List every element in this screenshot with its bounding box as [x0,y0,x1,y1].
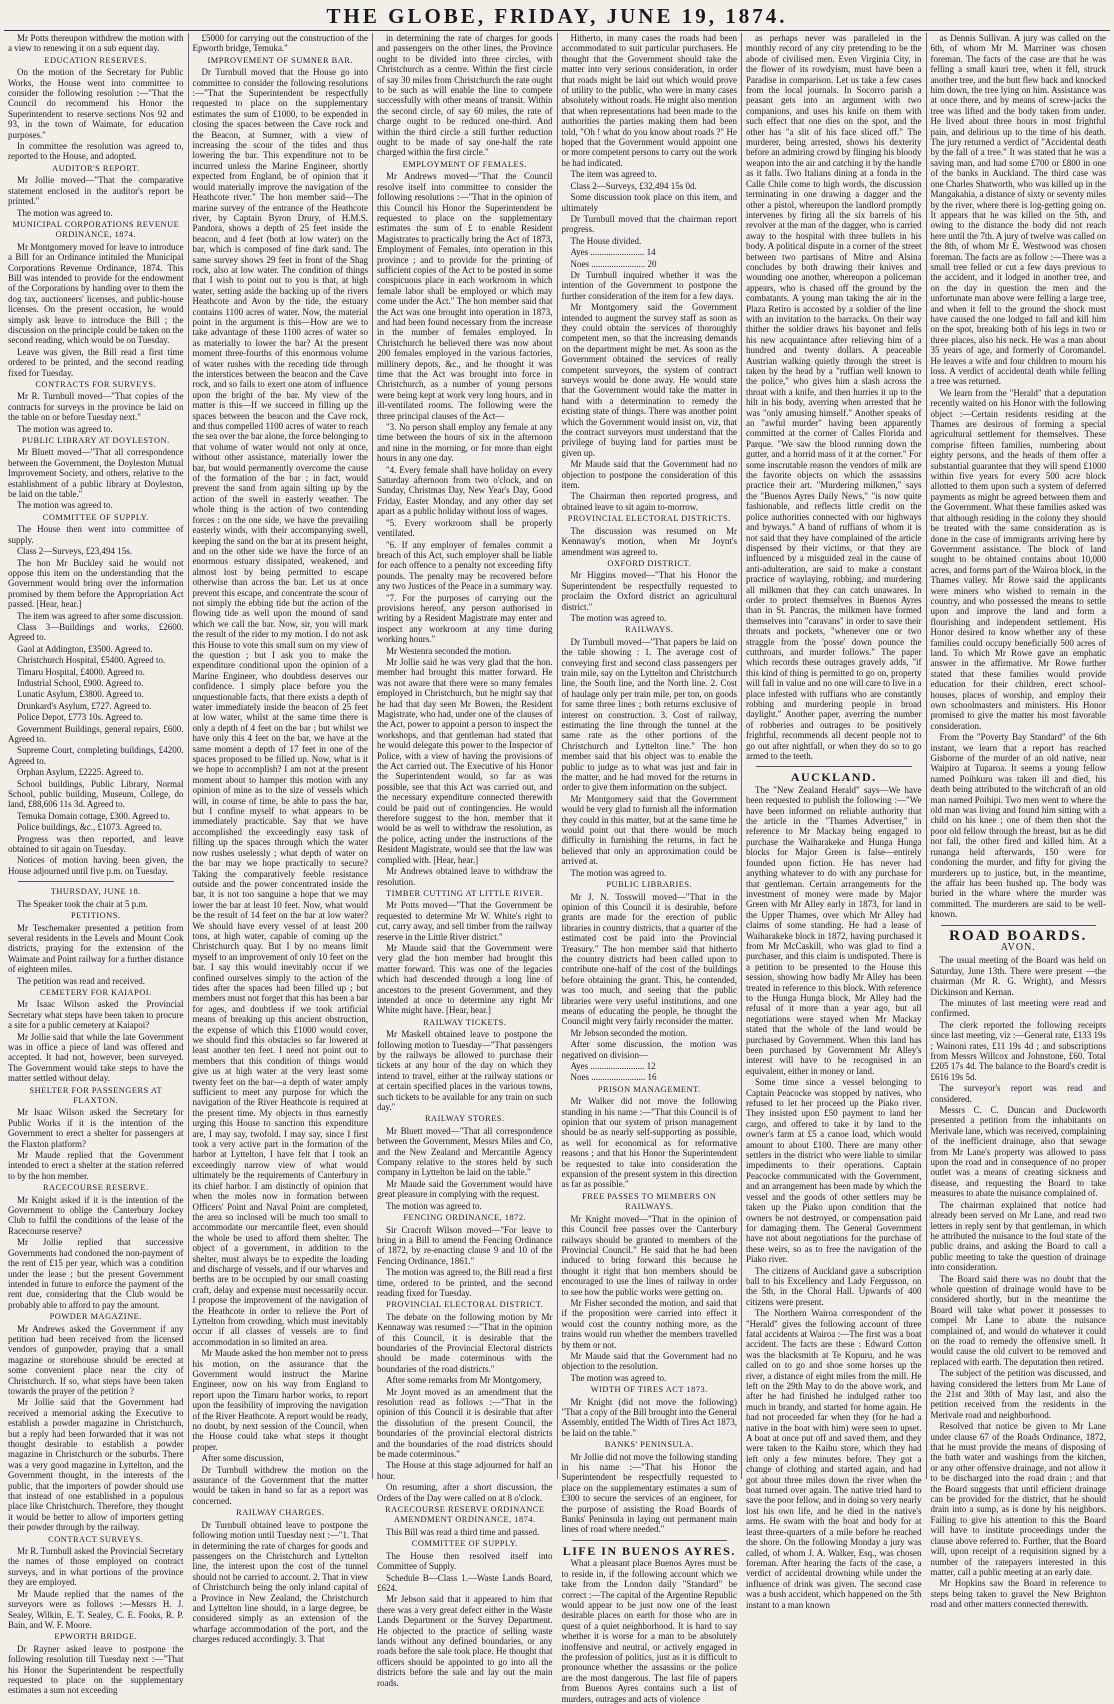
paragraph: Mr Maude asked the hon member not to press his motion, on the assurance that the Government would instruct the Marine Engineer, now on his way from England to report upon the Timaru harbor works, to report upon the feasibility of improving the navigation of the River Heathcote. A report would be ready, no doubt, by next session of the Council, when the House could take what steps it thought proper. [192,1348,368,1452]
section-heading: PUBLIC LIBRARY AT DOYLESTON. [21,436,170,446]
paragraph: Mr Joynt moved as an amendment that the resolution read as follows :—"That in the opinion of this Council it is desirable that after the dissolution of the present Council, the boundaries of the provincial electoral districts and the boundaries of the road districts should be made coterminous." [377,1386,553,1460]
paragraph: Mr Andrews moved—"That the Council resolve itself into committee to consider the following resolutions :—"That in the opinion of this Council his Honor the Superintendent be requested to place on the supplementary estimates the sum of £ to enable Resident Magistrates to practically bring the Act of 1873, Employment of Females, into operation in this province ; and to provide for the printing of sufficient copies of the Act to be posted in some conspicuous place in each workroom in which female labor shall be employed or which may come under the Act." The hon member said that the Act was one brought into operation in 1873, and had been found necessary from the increase in the number of females employed. In Christchurch he believed there was now about 200 females employed in the various factories, millinery depots, &c., and he thought it was time that the Act was brought into force in Christchurch, as a number of young persons were being kept at work very long hours, and in ill-ventilated rooms. The following were the three principal clauses of the Act— [377,171,553,421]
paragraph: Mr Westenra seconded the motion. [386,645,512,656]
paragraph: The Chairman then reported progress, and obtained leave to sit again to-morrow. [561,491,737,512]
paragraph: Mr Montgomery moved for leave to introduce a Bill for an Ordinance intituled the Municipal Corporations Revenue Ordinance, 1874. This Bill was intended to provide for the endowment of the Corporations by handing over to them the dog tax, auctioneers' licenses, and public-house licenses. On the present occasion, he would simply ask leave to introduce the Bill ; the discussion on the principle could be taken on the second reading, which would be on Tuesday. [8,241,184,346]
paragraph: Mr Knight (did not move the following) "That a copy of the Bill brought into the General Assembly, entitled The Width of Tires Act 1873, be laid on the table." [561,1396,737,1438]
column-rule [756,766,912,767]
paragraph: "6. If any employer of females commit a breach of this Act, such employer shall be liable for each offence to a penalty not exceeding fifty pounds. The penalty may be recovered before any two Justices of the Peace in a summary way. [377,539,553,592]
paragraph: This Bill was read a third time and passed. [386,1526,540,1537]
section-heading: TIMBER CUTTING AT LITTLE RIVER. [386,888,544,898]
paragraph: Mr Maude replied that the names of the surveyors were as follows :—Messrs H. J. Sealey, Wilkin, E. T. Sealey, C. E. Fooks, R. P. Bain, and W. F. Moore. [8,1588,184,1630]
paragraph: The surveyor's report was read and considered. [930,1083,1106,1104]
paragraph: as Dennis Sullivan. A jury was called on the 6th, of whom Mr M. Marriner was chosen foreman. The facts of the case are that he was felling a small kauri tree, when it fell, struck another tree, and the butt flew back and knocked him down, the tree lying on him. Assistance was at once there, and by means of screw-jacks the tree was lifted and the body taken from under. He lived about three hours in most frightful pain, and delirious up to the time of his death. The jury returned a verdict of "Accidental death by the fall of a tree." It was stated that he was a saving man, and had some £700 or £800 in one of the banks in Auckland. The third case was one Charles Shatworth, who was killed up in the Mangakahia, a distance of sixty or seventy miles by the river, where there is log-getting going on. It appears that he was killed on the 5th, and owing to the distance the body did not reach here until the 7th. A jury of twelve was called on the 8th, of whom Mr E. Westwood was chosen foreman. The facts are as follow :—There was a small tree felled or cut a few days previous to the accident, and it lodged in another tree, and on the day in question the men and the unfortunate man above were felling a large tree, and when it fell to the ground the shock must have caused the one lodged to fall and kill him on the spot, breaking both of his legs in two or three places, also his neck. He was a man about 35 years of age, and formerly of Coromandel. He leaves a wife and four children to mourn his loss. A verdict of accidental death while felling a tree was returned. [930,33,1106,387]
paragraph: Class 3—Buildings and works, £2600. Agreed to. [8,621,184,643]
paragraph: The subject of the petition was discussed, and having considered the letters from Mr Lane of the 21st and 30th of May last, and also the petition received from the residents in the Merivale road and neighborhood. [930,1368,1106,1420]
paragraph: Mr Potts moved—"That the Government be requested to determine Mr W. White's right to cut, carry away, and sell timber from the railway reserve in the Little River district." [377,900,553,942]
paragraph: The Board said there was no doubt that the whole question of drainage would have to be considered shortly, but in the meantime the Board will take what power it possesses to compel Mr Lane to abate the nuisance complained of, and would do whatever it could on the road to remedy the offensive smell. It would cause the old culvert to be removed and replaced with earth. The deputation then retired. [930,1273,1106,1367]
column-6 [927,33,1111,1610]
paragraph: The House divided. [570,235,642,246]
paragraph: The usual meeting of the Board was held on Saturday, June 13th. There were present —the chairman (Mr R. G. Wright), and Messrs Dickinson and Kernan. [930,955,1106,997]
paragraph: Mr Potts thereupon withdrew the motion with a view to renewing it on a sub equent day. [8,33,184,54]
paragraph: Christchurch Hospital, £5400. Agreed to. [17,655,166,666]
paragraph: The Northern Wairoa correspondent of the "Herald" gives the following account of three fatal accidents at Wairoa :—The first was a boat accident. The facts are these : Edward Cotton was the blacksmith at Te Kopuru, and he was called on to go and shoe some horses up the river, a distance of eight miles from the mill. He left on the 29th May to do the above work, and after he had finished he indulged rather too much in brandy, and started for home again. He had not proceeded far when they (for he had a native in the boat with him) were seen to upset. A boat at once put off and saved them, and they were taken to the Kaihu store, which they had left only a few minutes before. They got a change of clothing and started again, and had got about three miles down the river when the boat turned over again. The native tried hard to save the poor fellow, and in doing so very nearly lost his own life, and he died in the native's arms. He swam with the boat and body for at least three-quarters of a mile before he reached the shore. On the following Monday a jury was called, of whom J. A. Walker, Esq., was chosen foreman. After hearing the facts of the case, a verdict of accidental drowning while under the influence of drink was given. The second case was a bush accident, which happened on the 5th instant to a man known [746,1308,922,1610]
paragraph: The House at this stage adjourned for half an hour. [377,1460,553,1481]
paragraph: Temuka Domain cottage, £300. Agreed to. [17,810,170,821]
paragraph: in determining the rate of charges for goods and passengers on the other lines, the Province ought to be divided into three circles, with Christchurch as a centre. Within the first circle of say 30 miles from Christchurch the rate ought to be such as will enable the line to compete successfully with other means of transit. Within the second circle, of say 60 miles, the rate of charge ought to be reduced one-third. And within the third circle a still further reduction ought to be made of say one-half the rate charged within the first circle." [377,33,553,158]
paragraph: £5000 for carrying out the construction of the Epworth bridge, Temuka." [192,33,368,54]
paragraph: Mr Bluett moved—"That all correspondence between the Government, the Doyleston Mutual Improvement Society, and others, relative to the establishment of a public library at Doyleston, be laid on the table." [8,447,184,500]
paragraph: Mr Knight asked if it is the intention of the Government to oblige the Canterbury Jockey Club to fulfil the conditions of the lease of the Racecourse reserve? [8,1194,184,1236]
paragraph: Mr J. N. Tosswill moved—"That in the opinion of this Council it is desirable, before grants are made for the erection of public libraries in country districts, that a quarter of the estimated cost be paid into the Provincial Treasury." The hon member said that hitherto the country districts had been called upon to contribute one-half of the cost of the buildings before obtaining the grant. This, he contended, was too much, and seeing that the public libraries were very useful institutions, and one means of educating the people, he thought the Council might very fairly reconsider the matter. [561,891,737,1027]
masthead [0,0,1114,30]
paragraph: Mr R. Turnbull moved—"That copies of the contracts for surveys in the province be laid on the table on or before Tuesday next." [8,391,184,423]
paragraph: Mr Bluett moved—"That all correspondence between the Government, Messrs Miles and Co, and the New Zealand and Mercantile Agency Company relative to the stores held by such company in Lyttelton be laid on the table." [377,1125,553,1178]
paragraph: In committee the resolution was agreed to, reported to the House, and adopted. [8,141,184,162]
paragraph: Mr Maude said that the Government were very glad the hon member had brought this matter forward. This was one of the legacies which had descended through a long line of ancestors to the present Government, and they intended at once to determine any right Mr White might have. [Hear, hear.] [377,942,553,1016]
section-heading: PROVINCIAL ELECTORAL DISTRICTS. [567,514,731,524]
paragraph: Mr Maude replied that the Government intended to erect a shelter at the station referred to by the hon member. [8,1150,184,1181]
paragraph: Some discussion took place on this item, and ultimately [561,192,737,213]
paragraph: Mr Maude said that the Government had no objection to postpone the consideration of this item. [561,459,737,491]
section-heading: RACECOURSE RESERVE. [42,1183,149,1193]
paragraph: Orphan Asylum, £2225. Agreed to. [17,767,144,778]
paragraph: Schedule B—Class 1.—Waste Lands Board, £624. [377,1572,553,1593]
paragraph: Timaru Hospital, £4000. Agreed to. [17,666,145,677]
paragraph: Mr Montgomery said the Government intended to augment the survey staff as soon as they could obtain the services of thoroughly competent men, so that the increasing demands on the department might be met. As soon as the Government obtained the services of really competent surveyors, the system of contract surveys would be done away. He would state that the Government would take the matter in hand with a determination to remedy the existing state of things. There was another point which the Government would insist on, viz, that the contract surveyors must understand that the privilege of buying land for parties must be given up. [561,302,737,458]
paragraph: Mr R. Turnbull asked the Provincial Secretary the names of those employed on contract surveys, and in what portions of the province they are employed. [8,1546,184,1588]
paragraph: The citizens of Auckland gave a subscription ball to his Excellency and Lady Fergusson, on the 5th, in the Choral Hall. Upwards of 400 citizens were present. [746,1265,922,1307]
paragraph: From the "Poverty Bay Standard" of the 6th instant, we learn that a report has reached Gisborne of the murder of an old native, near Waipiro at Tuparoa. It seems a young fellow named Poihkuru was taken ill and died, his death being attributed to the witchcraft of an old man named Poihipi. Two men went to where the old man was living and found him sitting with a child on his knee ; one of them then shot the poor old fellow through the breast, but as he did not fall, the other fired and killed him. At a runanga held afterwards, 150 were for condoning the murder, and fifty for giving the murderers up to justice, but, in the meantime, the affair has been hushed up. The body was buried in the whare where the murder was committed. The murderers are said to be well-known. [930,732,1106,920]
section-heading: AUDITOR'S REPORT. [52,163,140,173]
paragraph: After some discussion, [201,1453,284,1464]
paragraph: Mr Maude said the Government would have great pleasure in complying with the request. [377,1178,553,1200]
paragraph: The motion was agreed to, the Bill read a first time, ordered to be printed, and the second reading fixed for Tuesday. [377,1267,553,1298]
paragraph: Ayes ........................ 12 [570,1061,656,1071]
paragraph: The "New Zealand Herald" says—We have been requested to publish the following :—"We have been informed on reliable authority that the article in the "Thames Advertiser," in reference to Mr Mackay being engaged to purchase the Waiharakeke and Hunga Hunga blocks for Major Green is false—entirely founded upon fiction. He has never had anything whatever to do with any purchase for that gentleman. Certain arrangements for the investment of money were made by Major Green with Mr Alley early in 1873, for land in the Upper Thames, over which Mr Alley had claims of some standing. He had a lease of Waiharakeke block in 1872, having purchased it from Mr McCaskill, who was glad to find a purchaser, and this claim is undisputed. There is a petition to be presented to the House this session, showing how badly Mr Alley has been treated in reference to this block. With reference to the Hunga Hunga block, Mr Alley had the refusal of it more than a year ago, but all negotiations were stayed when Mr Mackay stated that the whole of the land would be purchased by Government. When this land has been purchased by Government Mr Alley's interest will have to be recognised in an equivalent, either in money or land. [746,784,922,1076]
paragraph: "4. Every female shall have holiday on every Saturday afternoon from two o'clock, and on Sunday, Christmas Day, New Year's Day, Good Friday, Easter Monday, and any other day set apart as a public holiday without loss of wages. [377,464,553,517]
column-rule [941,925,1097,926]
section-heading: BANKS' PENINSULA. [604,1440,694,1450]
section-heading: PUBLIC LIBRARIES. [606,880,693,890]
paragraph: Dr Turnbull moved—"That papers be laid on the table showing : 1. The average cost of conveying first and second class passengers per train mile, say on the Lyttelton and Christchurch line, the South line, and the North line. 2. Cost of haulage only per train mile, per ton, on goods for same three lines ; both returns exclusive of interest on construction. 3. Cost of railway, estimating the line through the tunnel at the same rate as the other portions of the Christchurch and Lyttelton line." The hon member said that his object was to enable the public to judge as to what was just and fair in the matter, and he had moved for the returns in order to give them information on the subject. [561,636,737,793]
paragraph: Dr Rayner asked leave to postpone the following resolution till Tuesday next :—"That his Honor the Superintendent be respectfully requested to place on the supplementary estimates a sum not exceeding [8,1643,184,1696]
paragraph: We learn from the "Herald" that a deputation recently waited on his Honor with the following object :—Certain residents residing at the Thames are desirous of forming a special agricultural settlement for themselves. These comprise fifteen families, numbering about eighty persons, and the heads of them offer a substantial guarantee that they will spend £1000 within five years for every 500 acre block allotted to them upon such a system of deferred payments as might be agreed between them and the Government. What these families asked was that although residing in the colony they should be treated with the same consideration as is done in the case of immigrants arriving here by Government assistance. The block of land sought to be obtained contains about 10,000 acres, and forms part of the Wairoa block, in the Thames valley. Mr Rowe said the applicants were miners who wished to remain in the country, and who possessed the means to settle upon and improve the land and form a flourishing and independent settlement. His Honor desired to know whether any of these families could occupy beneficially 500 acres of land. To which Mr Rowe gave an emphatic answer in the affirmative. Mr Rowe further stated that these families would provide education for their children, erect school-houses, places of worship, and employ their own schoolmasters and ministers. His Honor promised to give the matter his most favorable consideration. [930,387,1106,731]
paragraph: Hitherto, in many cases the roads had been accommodated to suit particular purchasers. He thought that the Government should take the matter into very serious consideration, in order that roads might be laid out which would prove of utility to the public, who were in many cases absolutely without roads. He might also mention that when representations had been made to the authorities the parties making them had been told, "Oh ! what do you know about roads ?" He hoped that the Government would appoint one or more competent persons to carry out the work he had indicated. [561,33,737,168]
section-heading: OXFORD DISTRICT. [607,558,692,568]
paragraph: The motion was agreed to. [17,500,113,511]
article-title: LIFE IN BUENOS AYRES. [562,1543,736,1558]
paragraph: "5. Every workroom shall be properly ventilated. [377,517,553,539]
paragraph: School buildings, Public Library, Normal School, public building, Museum, College, do land, £88,606 11s 3d. Agreed to. [8,778,184,810]
columns [4,33,1110,1704]
section-heading: RACECOURSE RESERVE ORDINANCE AMENDMENT ORDINANCE, 1874. [385,1505,545,1525]
section-heading: RAILWAY STORES. [424,1114,505,1124]
paragraph: Dr Turnbull obtained leave to postpone the following motion until Tuesday next :—"1. That in determining the rate of charges for goods and passengers on the Christchurch and Lyttelton line, the interest upon the cost of the tunnel should not be carried to account. 2. That in view of Christchurch being the only inland capital of a Province in New Zealand, the Christchurch and Lyttelton line should, in a large degree, be considered simply as an extension of the wharfage accommodation of the port, and the charges reduced accordingly. 3. That [192,1519,368,1645]
paragraph: After some remarks from Mr Montgomery, [386,1375,542,1386]
section-heading: RAILWAY CHARGES. [236,1508,325,1518]
paragraph: The motion was agreed to. [570,1372,667,1383]
paragraph: Notices of motion having been given, the House adjourned until five p.m. on Tuesday. [8,855,184,876]
paragraph: The motion was agreed to. [386,1200,482,1211]
paragraph: Dr Turnbull moved that the chairman report progress. [561,213,737,235]
paragraph: Mr Walker did not move the following standing in his name :—"That this Council is of opinion that our system of prison management should be as nearly self-supporting as possible, as well for economical as for reformative reasons ; and that his Honor the Superintendent be requested to take into consideration the expansion of the present system in this direction as far as possible." [561,1096,737,1190]
paragraph: Class 2—Surveys, £23,494 15s. [17,546,133,557]
paragraph: The item was agreed to. [570,169,657,180]
column-2 [189,33,374,1645]
paragraph: Gaol at Addington, £3500. Agreed to. [17,643,153,654]
paragraph: On the motion of the Secretary for Public Works, the House went into committee to consider the following resolution :—"That the Council do recommend his Honor the Superintendent to reserve sections Nos 92 and 93, in the town of Waimate, for education purposes." [8,67,184,140]
paragraph: After some discussion, the motion was negatived on division— [561,1039,737,1060]
section-heading: EDUCATION RESERVES. [44,55,148,65]
masthead-title: THE GLOBE, FRIDAY, JUNE 19, 1874. [326,4,788,28]
paragraph: Mr Jollie said that while the late Government was in office a piece of land was offered and accepted. It had not, however, been surveyed. The Government would take steps to have the matter settled without delay. [8,1031,184,1084]
paragraph: The debate on the following motion by Mr Kennaway was resumed :—"That in the opinion of this Council, it is desirable that the boundaries of the Provincial Electoral districts should be made coterminous with the boundaries of the road districts." [377,1311,553,1374]
section-heading: RAILWAYS. [625,625,674,635]
section-heading: CONTRACT SURVEYS. [48,1534,144,1544]
paragraph: Mr Montgomery said that the Government would be very glad to furnish all the information they could in this matter, but at the same time he would point out that there would be much difficulty in furnishing the returns, in fact he believed that only an approximation could be arrived at. [561,793,737,867]
paragraph: The minutes of last meeting were read and confirmed. [930,997,1106,1019]
section-heading: CEMETERY FOR KAIAPOI. [39,987,152,997]
column-3 [373,33,558,1688]
section-heading: CONTRACTS FOR SURVEYS. [35,380,157,389]
paragraph: "7. For the purposes of carrying out the provisions hereof, any person authorised in writing by a Resident Magistrate may enter and inspect any workroom at any time during working hours." [377,592,553,645]
column-1 [4,33,189,1696]
article-subtitle: AVON. [1000,941,1036,953]
paragraph: Mr Andrews obtained leave to withdraw the resolution. [377,866,553,887]
paragraph: Mr Higgins moved—"That his Honor the Superintendent be respectfully requested to proclaim the Oxford district an agricultural district." [561,570,737,612]
paragraph: Mr Isaac Wilson asked the Secretary for Public Works if it is the intention of the Government to erect a shelter for passengers at the Flaxton platform? [8,1107,184,1149]
paragraph: The motion was agreed to. [570,867,667,878]
section-heading: PRISON MANAGEMENT. [597,1084,701,1094]
column-rule [572,1540,728,1541]
paragraph: The motion was agreed to. [17,207,113,218]
paragraph: The motion was agreed to. [570,612,667,623]
paragraph: Mr Jollie said he was very glad that the hon. member had brought this matter forward. He was not aware that there were so many females employed in Christchurch, but he might say that he had that day seen Mr Bowen, the Resident Magistrate, who had, under one of the clauses of the Act, power to appoint a person to inspect the workshops, and that gentleman had stated that he would delegate this power to the Inspector of Police, with a view of having the provisions of the Act carried out. The Executive of his Honor the Superintendent would, so far as was possible, see that this Act was carried out, and the necessary expenditure connected therewith could be paid out of contingencies. He would therefore suggest to the hon. member that it would be as well to withdraw the resolution, as the police, acting under the instructions of the Resident Magistrate, would see that the law was complied with. [Hear, hear.] [377,656,553,865]
masthead-rule [4,30,1110,31]
paragraph: Mr Jollie moved—"That the comparative statement enclosed in the auditor's report be printed." [8,175,184,207]
section-heading: FREE PASSES TO MEMBERS ON RAILWAYS. [582,1191,717,1212]
paragraph: Class 2—Surveys, £32,494 15s 0d. [570,180,697,191]
paragraph: "3. No person shall employ any female at any time between the hours of six in the afternoon and nine in the morning, or for more than eight hours in any one day. [377,422,553,464]
paragraph: Dr Turnbull withdrew the motion on the assurance of the Government that the matter would be taken in hand so far as a report was concerned. [192,1464,368,1506]
paragraph: as perhaps never was paralleled in the monthly record of any city pretending to be the abode of civilised men. Even Virginia City, in the flower of its rowdyism, must have been a Paradise in comparison. Let us take a few cases from the local journals. In Socorro parish a peasant gets into an argument with two companions, and uses his knife on them with such effect that one dies on the spot, and the other has "a slit of his face sliced off." The murderer, being arrested, shows his dexterity before an admiring crowd by flinging his bloody weapon into the air and catching it by the handle as it falls. Two Italians dining at a fonda in the Calle Chile come to high words, the discussion terminating in one drawing a dagger and the other a pistol, whereupon the landlord promptly intervenes by firing all the six barrels of his revolver at the man of the dagger, who is carried away to the hospital with three bullets in his body. A political dispute in a corner of the street between two partisans of Mitre and Alsina concludes by both drawing their knives and wounding one another, whereupon a policeman appears, who is chased off the ground by the combatants. A young man taking the air in the Plaza Retiro is accosted by a soldier of the line with an invitation to the barracks. On their way thither the soldier draws his bayonet and fells his new acquaintance after relieving him of a hundred and twenty dollars. A peaceable Austrian walking quietly through the street is taken by the head by a "ruffian well known to the police," who gives him a slash across the throat with a knife, and then hurries it up to the hilt in his body, averring when arrested that he was "only amusing himself." Another speaks of an "awful murder" having been apparently committed at the corner of Calles Florida and Parque. "We saw the blood running down the gutter, and a horrid mass of it at the corner." For some inscrutable reason the vendors of milk are the favorite objects on which the assassins practice their art. "Murdering milkmen," says the "Buenos Ayres Daily News," "is now quite fashionable, and reflects little credit on the police authorities connected with our highways and byways." A band of ruffians of whom it is not said that they have complained of the article dispensed by their victims, or that they are influenced by a misguided zeal in the cause of anti-adulteration, are said to make a constant practice of waylaying, robbing, and murdering all milkmen that they can catch unawares. In order to protect themselves in Buenos Ayres than in St. Pancras, the milkmen have formed themselves into "caravans" in order to save their throats and pockets, "whenever one or two straggle from the 'posse' down pounce the cutthroats, and murder follows." The paper which records these outrages gravely adds, "if this kind of thing is permitted to go on, property will fall in value and no one will care to live in a place infested with ruffians who are constantly robbing and murdering people in broad daylight." Another paper, averring the number of robberies and outrages to be positively frightful, recommends all decent people not to go out after nightfall, or when they do so to go armed to the teeth. [746,33,922,762]
paragraph: Messrs C. C. Duncan and Duckworth presented a petition from the inhabitants on Merivale lane, which was received, complaining of the inefficient drainage, also that sewage from Mr Lane's property was allowed to pass upon the road and in consequence of no proper outlet was a means of creating sickness and disease, and requesting the Board to take measures to abate the nuisance complained of. [930,1105,1106,1199]
paragraph: The House then went into committee of supply. [8,524,184,545]
section-heading: WIDTH OF TIRES ACT 1873. [590,1385,708,1395]
paragraph: Sir Cracroft Wilson moved—"For leave to bring in a Bill to amend the Fencing Ordinance of 1872, by re-enacting clause 9 and 10 of the Fencing Ordinance, 1861." [377,1224,553,1266]
paragraph: Police buildings, &c., £1073. Agreed to. [17,822,162,833]
paragraph: Industrial School, £900. Agreed to. [17,677,144,688]
section-heading: POWDER MAGAZINE. [49,1312,142,1322]
paragraph: Noes ........................ 20 [570,258,657,269]
column-5 [742,33,927,1610]
paragraph: On resuming, after a short discussion, the Orders of the Day were called on at 8 o'clock. [377,1482,553,1503]
paragraph: Police Depot, £773 10s. Agreed to. [17,712,143,723]
section-heading: COMMITTEE OF SUPPLY. [42,512,149,522]
paragraph: Noes ........................ 16 [570,1072,657,1083]
paragraph: Ayes ........................ 14 [570,247,656,258]
section-heading: COMMITTEE OF SUPPLY. [411,1539,518,1549]
section-heading: MUNICIPAL CORPORATIONS REVENUE ORDINANCE, 1874. [12,219,180,240]
section-heading: RAILWAY TICKETS. [423,1017,507,1027]
paragraph: Resolved that notice be given to Mr Lane under clause 67 of the Roads Ordinance, 1872, that he must provide the means of disposing of the bath water and washings from the kitchen, or any other offensive drainage, and not allow it to be discharged into the road drain ; and that the Board suggests that until efficient drainage can be provided for the district, that he should drain into a sump, as is done by his neighbors. Failing to give his attention to this the Board will have to institute proceedings under the clause above referred to. Further, that the Board will, upon receipt of a requisition signed by a number of the ratepayers interested in this matter, call a public meeting at an early date. [930,1421,1106,1577]
paragraph: Lunatic Asylum, £3800. Agreed to. [17,689,144,700]
paragraph: The petition was read and received. [17,975,145,986]
paragraph: Dr Turnbull inquired whether it was the intention of the Government to postpone the further consideration of the item for a few days. [561,269,737,301]
paragraph: Mr Jebson said that it appeared to him that there was a very great defect either in the Waste Lands Department or the Survey Department. He objected to the practice of selling waste lands without any defined boundaries, or any roads before the sale took place. He thought that officers should be appointed to go into all the districts before the sale and lay out the main roads. [377,1594,553,1688]
paragraph: Drunkard's Asylum, £727. Agreed to. [17,700,152,711]
section-heading: THURSDAY, JUNE 18. [50,887,141,897]
paragraph: Mr Maude said that the Government had no objection to the resolution. [561,1350,737,1372]
paragraph: The hon Mr Buckley said he would not oppose this item on the understanding that the Government would bring over the information promised by them before the Appropriation Act passed. [Hear, hear.] [8,557,184,610]
paragraph: Mr Jollie replied that successive Governments had condoned the non-payment of the rent of £15 per year, which was a condition under the lease ; but the present Government intended in future to enforce the payment of the rent due, considering that the Club would be probably able to afford to pay the amount. [8,1237,184,1310]
paragraph: Mr Andrews asked the Government if any petition had been received from the licensed vendors of gunpowder, praying that a small magazine or storehouse should be erected at some convenient place near the city of Christchurch. If so, what steps have been taken towards the prayer of the petition ? [8,1323,184,1396]
paragraph: Government Buildings, general repairs, £600. Agreed to. [8,723,184,744]
paragraph: Supreme Court, completing buildings, £4200. Agreed to. [8,745,184,766]
section-heading: SHELTER FOR PASSENGERS AT FLAXTON. [29,1085,163,1105]
paragraph: Mr Jollie said that the Government had received a memorial asking the Executive to establish a powder magazine in Christchurch, but a reply had been forwarded that it was not thought desirable to establish a powder magazine in Christchurch or the suburbs. There was a very good magazine in Lyttelton, and the Government thought, in the interests of the public, that the importers of powder should use that instead of one established in a populous place like Christchurch. Therefore, they thought it would be better to allow of importers getting their powder through by the railway. [8,1397,184,1533]
paragraph: Mr Jebson seconded the motion. [570,1027,688,1038]
paragraph: Leave was given, the Bill read a first time ordered to be printed, and the second reading fixed for Tuesday. [8,346,184,378]
paragraph: The item was agreed to after some discussion. [17,610,183,621]
paragraph: The motion was agreed to. [17,423,113,434]
article-title: ROAD BOARDS. [949,927,1088,944]
paragraph: The House then resolved itself into Committee of Supply. [377,1550,553,1572]
paragraph: Progress was then reported, and leave obtained to sit again on Tuesday. [8,833,184,855]
paragraph: What a pleasant place Buenos Ayres must be to reside in, if the following account which we take from the London daily "Standard" be correct :—The capital of the Argentine Republic would appear to be just now one of the least desirable places on earth for those who are in quest of a quiet neighborhood. It is hard to say whether it is worse for a man to be absolutely inoffensive and neutral, or actively engaged in the profession of politics, just as it is difficult to pronounce whether the assassins or the police are the most dangerous. The last file of papers from Buenos Ayres contains such a list of murders, outrages and acts of violence [561,1558,737,1704]
paragraph: The Speaker took the chair at 5 p.m. [17,898,148,909]
paragraph: Mr Hopkins saw the Board in reference to steps being taken to gravel the New Brighton road and other matters connected therewith. [930,1578,1106,1610]
section-heading: FENCING ORDINANCE, 1872. [403,1213,527,1223]
section-heading: EPWORTH BRIDGE. [54,1632,138,1642]
column-rule [18,881,174,882]
paragraph: The clerk reported the following receipts since last meeting, viz :—General rate, £133 19s ; Wainoni rates, £11 19s 4d ; and subscriptions from Messrs Willcox and Johnstone, £60. Total £205 17s 4d. The balance to the Board's credit is £616 19s 5d. [930,1019,1106,1082]
article-title: AUCKLAND. [790,770,877,785]
paragraph: Mr Teschemaker presented a petition from several residents in the Levels and Mount Cook districts, praying for the extension of the Waimate and Point railway for a further distance of eighteen miles. [8,922,184,975]
paragraph: The chairman explained that notice had already been served on Mr Lane, and read two letters in reply sent by that gentleman, in which he attributed the nuisance to the foul state of the public drains, and asking the Board to call a public meeting to take the question of drainage into consideration. [930,1199,1106,1273]
paragraph: Mr Knight moved—"That in the opinion of this Council free passes over the Canterbury railways should be granted to members of the Provincial Council." He said that he had been induced to bring forward this because he thought it right that hon members should be encouraged to use the lines of railway in order to see how the public works were getting on. [561,1213,737,1297]
paragraph: Mr Jollie did not move the following standing in his name :—"That his Honor the Superintendent be respectfully requested to place on the supplementary estimates a sum of £300 to secure the services of an engineer, for the purpose of assisting the Road Boards of Banks' Peninsula in laying out permanent main lines of road where needed." [561,1451,737,1535]
section-heading: IMPROVEMENT OF SUMNER BAR. [207,55,353,65]
paragraph: Mr Isaac Wilson asked the Provincial Secretary what steps have been taken to procure a site for a public cemetery at Kaiapoi? [8,999,184,1031]
paragraph: Dr Turnbull moved that the House go into committee to consider the following resolutions :—"That the Superintendent be respectfully requested to place on the supplementary estimates the sum of £1000, to be expended in closing the spaces between the Cave rock and the Beacon, at Sumner, with a view of increasing the scour of the tides and thus lowering the bar. This expenditure not to be incurred unless the Marine Engineer, shortly expected from England, be of opinion that it would materially improve the navigation of the Heathcote river." The hon member said—The marine survey of the entrance of the Heathcote river, by Captain Byron Drury, of H.M.S. Pandora, shows a depth of 25 feet inside the beacon, and 4 feet (both at low water) on the bar, which is composed of fine dark sand. The same survey shows 29 feet in front of the Shag rock, also at low water. The condition of things that I wish to point out to you is that, at high water, setting aside the backing up of the rivers Heathcote and Avon by the tide, the estuary contains 1100 acres of water. Now, the material point in the argument is this—How are we to take advantage of these 1100 acres of water so as materially to lower the bar? At the present moment three-fourths of this enormous volume of water rushes with the receding tide through the interstices between the beacon and the Cave rock, and so fails to exert one atom of influence upon the bright of the bar. My view of the matter is this—If we succeed in filling up the spaces between the beacon and the Cave rock, and thus compelled 1100 acres of water to reach the sea over the bar alone, the force belonging to that volume of water would not only at once, without other assistance, materially lower the bar, but would permanently overcome the cause of the formation of the bar ; in fact, would prevent the sand from again silting up by the action of the swell in easterly weather. The whole thing is the action of two contending forces : on the one side, we have the prevailing easterly winds, with their accompanying swell, keeping the sand on the bar at its present height, and on the other side we have the force of an enormous estuary dissipated, weakened, and almost lost by being permitted to escape otherwise than across the bar. Let us at once prevent this escape, and concentrate the scour of not simply the ebbing tide but the action of the flowing tide as well upon the mound of sand which we call the bar. Now, sir, you will mark the result of the rider to my motion. I do not ask this House to vote this small sum on my view of the question ; but I ask you to make the expenditure conditional upon the opinion of a Marine Engineer, who doubtless deserves our confidence. I simply place before you the unquestionable facts, that there exists a depth of water immediately inside the beacon of 25 feet at low water, whilst at the same time there is only a depth of 4 feet on the bar ; but whilst we have only this 4 feet on the bar, we have at the same moment a depth of 17 feet in one of the spaces proposed to be filled up. Now, what is it we hope to accomplish? I am not at the present moment about to hamper this motion with any opinion of mine as to the size of vessels which will, in course of time, be able to pass the bar, but I confine myself to what appears to be immediately practicable. Say that we have accomplished the exceedingly easy task of filling up the spaces through which the water now rushes uselessly ; what depth of water on the bar may we hope practically to secure? Taking the comparatively feeble resistance outside and the power concentrated inside the bar, it is not too sanguine a hope that we may lower the bar at least 10 feet. Now, what would be the result of 14 feet on the bar at low water? We should have every vessel of at least 200 tons, at high water, capable of coming up the Christchurch quay. But I by no means limit myself to an improvement of only 10 feet on the bar. I say this would inevitably occur if we confined ourselves simply to the action of the tides after the spaces had been filled up ; but members must not forget that this has been a bar for ages, and doubtless if we took artificial means of breaking up this ancient obstruction, the expense of which this £1000 would cover, we should find this obstacles so far lowered at least another ten feet. I need not point out to members that this condition of things would give us at high water at the very least some twenty feet on the bar—a depth of water amply sufficient to meet any purpose for which the navigation of the River Heathcote is required at the present time. My objects in thus earnestly urging this House to sanction this expenditure are, I may say, twofold. I may say, since I first took a very active part in the formation of the harbor at Lyttelton, I have felt that I took an exceedingly narrow view of what would ultimately be the requirements of Canterbury in its chief harbor. I am distinctly of opinion that when the moles now in formation between Officers' Point and Naval Point are completed, the area so inclosed will be much too small to accommodate our mercantile fleet, even should the whole be used to afford them shelter. The object of a government, in addition to the shelter, must always be to expedite the loading and discharge of vessels, and if our wharves and berths are to be occupied by our small coasting craft, delay and expense must necessarily occur. I propose the improvement of the navigation of the Heathcote in order to relieve the Port of Lyttelton from crowding, which must inevitably occur if all classes of vessels are to find accommodation in so limited an area. [192,67,368,1347]
column-4 [558,33,743,1704]
paragraph: Mr Maskell obtained leave to postpone the following motion to Tuesday—"That passengers by the railways be allowed to purchase their tickets at any hour of the day on which they intend to travel, either at the railway stations or at certain specified places in the various towns, such tickets to be available for any train on such day." [377,1029,553,1113]
paragraph: Mr Fisher seconded the motion, and said that if the proposition were carried into effect it would cost the country nothing more, as the trains would run whether the members travelled by them or not. [561,1297,737,1350]
paragraph: The discussion was resumed on Mr Kennaway's motion, when Mr Joynt's amendment was agreed to. [561,525,737,557]
section-heading: PETITIONS. [71,911,121,921]
section-heading: PROVINCIAL ELECTORAL DISTRICT. [386,1300,544,1310]
paragraph: Some time since a vessel belonging to Captain Peacocke was stopped by natives, who refused to let her proceed up the Piako river. They insisted upon £50 payment to land her cargo, and offered to take it by land to the owner's farm at £5 a canoe load, which would amount to about £100. There are many other settlers in the district who were liable to similar impediments to their operations. Captain Peacocke communicated with the Government, and an arrangement has been made by which the vessel and the goods of other settlers may be taken up the Piako upon condition that the owners be not destroyed, or compensation paid for damaging them. The General Government have not about negotiations for the purchase of these weirs, so as to free the navigation of the Piako river. [746,1077,922,1265]
section-heading: EMPLOYMENT OF FEMALES. [402,159,527,169]
